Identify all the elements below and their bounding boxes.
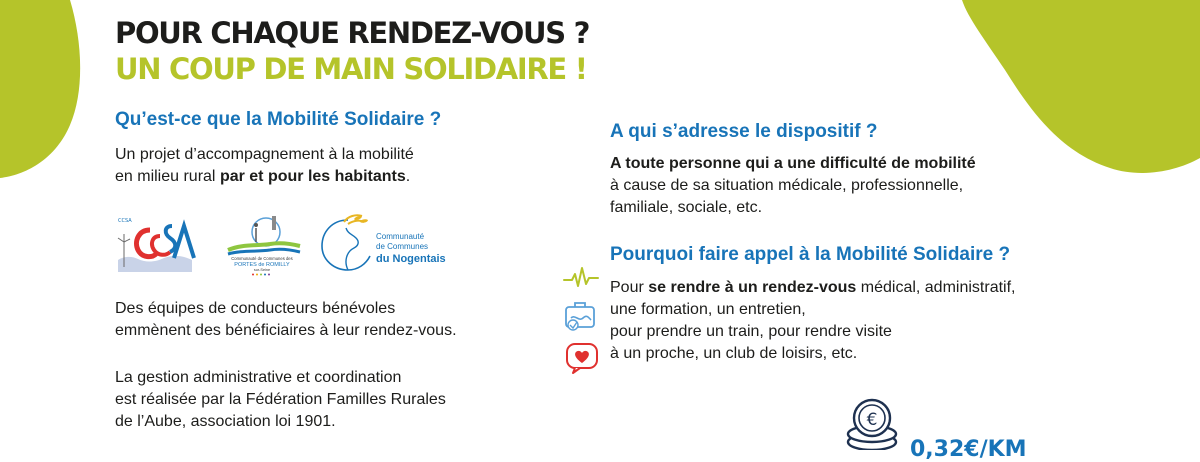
portes-text-3: sur-Seine [253,268,271,272]
admin-line-2: est réalisée par la Fédération Familles Rurales [115,391,446,408]
portes-text-2: PORTES de ROMILLY [234,262,290,268]
portes-de-romilly-logo [222,210,302,276]
briefcase-handshake-icon [563,300,597,332]
ccsa-logo [112,212,198,274]
nogentais-text-2: de Communes [376,242,429,251]
intro-line-2: en milieu rural par et pour les habitants. [115,168,411,185]
why-line-2: une formation, un entretien, [610,301,806,318]
who-paragraph [610,153,976,219]
euro-coins-icon [842,398,904,450]
green-blob-left [0,0,90,180]
nogentais-logo [318,212,456,274]
teams-line-1: Des équipes de conducteurs bénévoles [115,300,396,317]
heading-why: Pourquoi faire appel à la Mobilité Solidaire ? [610,244,1011,265]
who-line-3: familiale, sociale, etc. [610,199,763,216]
heading-what-is: Qu’est-ce que la Mobilité Solidaire ? [115,109,442,130]
intro-paragraph [115,144,414,188]
intro-bold: par et pour les habitants [219,168,406,185]
why-paragraph [610,277,1015,365]
nogentais-text-3: du Nogentais [376,253,446,265]
who-line-2: à cause de sa situation médicale, professionnelle, [610,177,964,194]
teams-line-2: emmènent des bénéficiaires à leur rendez-vous. [115,322,457,339]
admin-paragraph [115,367,446,433]
title-line-2: UN COUP DE MAIN SOLIDAIRE ! [115,52,587,86]
why-bold: se rendre à un rendez-vous [648,279,857,296]
portes-text-1: Communauté de Communes des [231,256,293,261]
admin-line-1: La gestion administrative et coordination [115,369,402,386]
why-line-1: Pour se rendre à un rendez-vous médical, administratif, [610,279,1016,296]
green-blob-right [950,0,1200,180]
nogentais-text-1: Communauté [376,232,425,241]
admin-line-3: de l’Aube, association loi 1901. [115,413,336,430]
ccsa-ring-text: CCSA [118,218,132,224]
euro-symbol: € [866,410,878,430]
title-line-1: POUR CHAQUE RENDEZ-VOUS ? [115,16,590,50]
teams-paragraph [115,298,457,342]
why-line-4: à un proche, un club de loisirs, etc. [610,345,858,362]
why-line-3: pour prendre un train, pour rendre visite [610,323,892,340]
who-line-1: A toute personne qui a une difficulté de mobilité [610,155,976,172]
heading-who: A qui s’adresse le dispositif ? [610,121,878,142]
intro-line-1: Un projet d’accompagnement à la mobilité [115,146,414,163]
heart-chat-icon [565,342,599,374]
price-per-km: 0,32€/KM [910,437,1027,462]
heartbeat-icon [563,266,599,290]
